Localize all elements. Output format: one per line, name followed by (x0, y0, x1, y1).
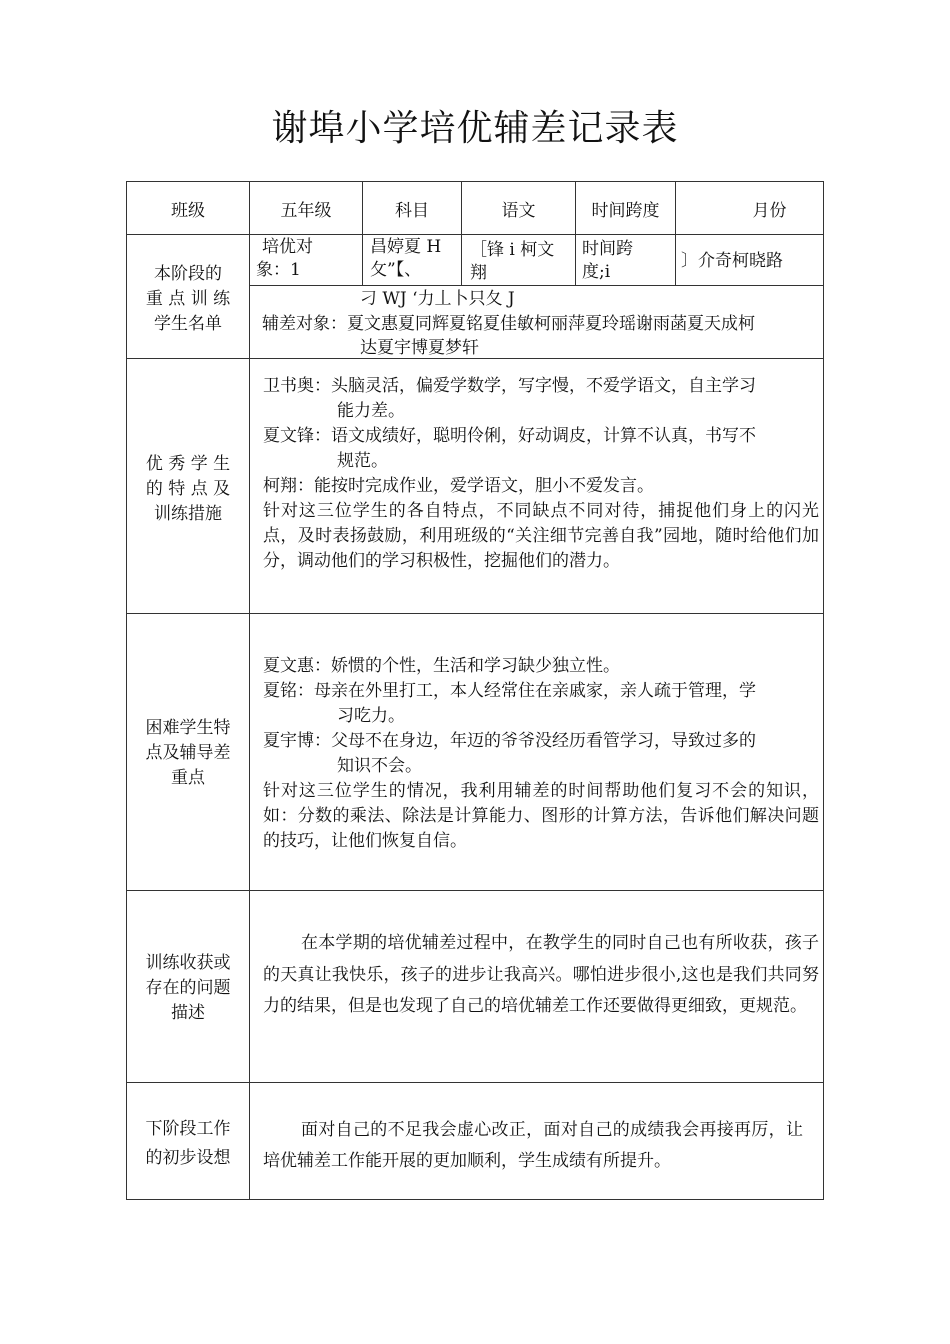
next-stage-label (128, 1115, 248, 1173)
month-label: 月份 (752, 200, 787, 221)
remedial-line2: 达夏宇博夏梦轩 (360, 338, 479, 358)
month-text: 〕介奇柯晓路 (681, 251, 783, 271)
subject-label: 科目 (395, 200, 429, 221)
excellent-label-line2: 的 特 点 及 (145, 479, 231, 499)
names-b-line1: ［锋 i 柯文 (470, 240, 555, 260)
difficult-student-3: 夏宇博：父母不在身边，年迈的爷爷没经历看管学习，导致过多的 (263, 731, 756, 751)
stage-label-line3: 学生名单 (154, 314, 222, 334)
excellent-target-line1: 培优对 (262, 237, 313, 257)
difficult-label-line1: 困难学生特 (145, 718, 231, 738)
difficult-student-1: 夏文惠：娇惯的个性，生活和学习缺少独立性。 (263, 656, 620, 676)
excellent-content (263, 374, 819, 574)
names-a-line2: 攵”【、 (370, 260, 422, 280)
difficult-label (128, 716, 248, 791)
span-text (582, 238, 633, 284)
stage-label-line1: 本阶段的 (154, 264, 222, 284)
excellent-student-3: 柯翔：能按时完成作业，爱学语文，胆小不爱发言。 (263, 476, 654, 496)
gains-text: 在本学期的培优辅差过程中，在教学生的同时自己也有所收获，孩子的天真让我快乐，孩子的进步让我高兴。哪怕进步很小,这也是我们共同努力的结果，但是也发现了自己的培优辅差工作还要做得更细致，更规范。 (263, 933, 819, 1016)
difficult-measures: 针对这三位学生的情况，我利用辅差的时间帮助他们复习不会的知识，如：分数的乘法、除法是计算能力、图形的计算方法，告诉他们解决问题的技巧，让他们恢复自信。 (263, 781, 819, 851)
span-line2: 度;i (582, 262, 611, 282)
stage-label-line2: 重 点 训 练 (145, 289, 231, 309)
excellent-names-b (470, 239, 554, 285)
excellent-names-a (370, 236, 441, 282)
excellent-student-1-cont: 能力差。 (337, 401, 405, 421)
excellent-target-text (256, 236, 313, 282)
gains-label-line2: 存在的问题 (145, 978, 231, 998)
span-line1: 时间跨 (582, 239, 633, 259)
garbled-line: 刁 WJ ‘力丄卜只夂 J (360, 289, 515, 309)
gains-label (128, 951, 248, 1026)
names-a-line1: 昌婷夏 H (370, 237, 442, 257)
span-label: 时间跨度 (591, 200, 660, 221)
difficult-content (263, 654, 819, 854)
excellent-student-2: 夏文锋：语文成绩好，聪明伶俐，好动调皮，计算不认真，书写不 (263, 426, 756, 446)
excellent-label-line1: 优 秀 学 生 (145, 454, 231, 474)
next-stage-text: 面对自己的不足我会虚心改正，面对自己的成绩我会再接再厉，让培优辅差工作能开展的更加顺利，学生成绩有所提升。 (263, 1120, 803, 1171)
excellent-measures: 针对这三位学生的各自特点，不同缺点不同对待，捕捉他们身上的闪光点，及时表扬鼓励，利用班级的“关注细节完善自我”园地，随时给他们加分，调动他们的学习积极性，挖掘他们的潜力。 (263, 501, 819, 571)
difficult-student-3-cont: 知识不会。 (337, 756, 422, 776)
subject-value: 语文 (501, 200, 536, 221)
excellent-target-line2: 象：1 (256, 260, 301, 280)
difficult-student-2: 夏铭：母亲在外里打工，本人经常住在亲戚家，亲人疏于管理，学 (263, 681, 756, 701)
stage-students-label (128, 262, 248, 337)
gains-label-line1: 训练收获或 (145, 953, 231, 973)
excellent-label (128, 452, 248, 527)
difficult-student-2-cont: 习吃力。 (337, 706, 405, 726)
excellent-student-1: 卫书奥：头脑灵活，偏爱学数学，写字慢，不爱学语文，自主学习 (263, 376, 756, 396)
gains-label-line3: 描述 (171, 1003, 205, 1023)
next-label-line1: 下阶段工作 (145, 1119, 231, 1139)
class-label: 班级 (171, 200, 205, 221)
page-title: 谢埠小学培优辅差记录表 (271, 108, 679, 149)
names-b-line2: 翔 (470, 263, 487, 283)
difficult-label-line3: 重点 (171, 768, 205, 788)
excellent-label-line3: 训练措施 (154, 504, 222, 524)
class-value: 五年级 (280, 200, 332, 221)
difficult-label-line2: 点及辅导差 (145, 743, 231, 763)
remedial-line1: 辅差对象：夏文惠夏同辉夏铭夏佳敏柯丽萍夏玲瑶谢雨菡夏天成柯 (262, 314, 755, 334)
next-label-line2: 的初步设想 (145, 1148, 231, 1168)
excellent-student-2-cont: 规范。 (337, 451, 388, 471)
